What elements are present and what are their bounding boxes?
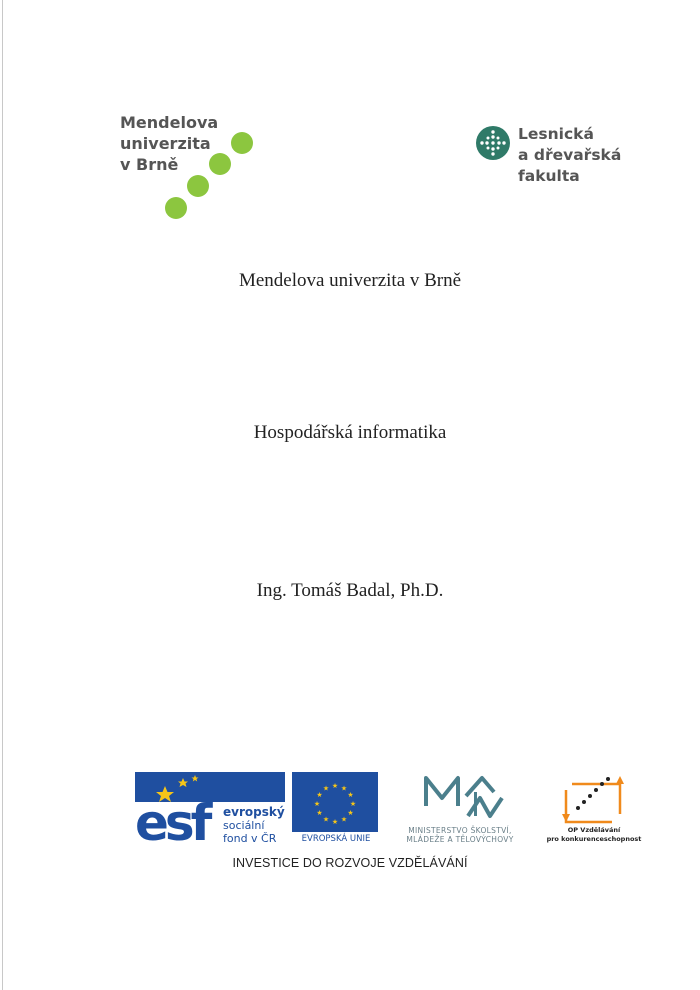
svg-text:★: ★ xyxy=(331,818,339,826)
faculty-logo-line-2: a dřevařská xyxy=(518,146,622,164)
faculty-emblem-icon xyxy=(476,126,510,160)
logo-dot xyxy=(165,197,187,219)
svg-text:★: ★ xyxy=(347,791,354,799)
mendel-logo-line-3: v Brně xyxy=(120,155,179,174)
svg-text:★: ★ xyxy=(316,791,323,799)
svg-text:★: ★ xyxy=(347,809,354,817)
logo-dot xyxy=(231,132,253,154)
document-title: Hospodářská informatika xyxy=(253,422,447,443)
mendel-university-logo xyxy=(120,112,270,224)
msmt-caption xyxy=(384,826,536,844)
faculty-logo xyxy=(476,124,636,196)
msmt-line-1: MINISTERSTVO ŠKOLSTVÍ, xyxy=(408,826,512,835)
svg-text:★: ★ xyxy=(340,784,348,793)
esf-line-3: fond v ČR xyxy=(223,832,277,844)
esf-logo xyxy=(135,772,285,844)
faculty-logo-line-3: fakulta xyxy=(518,167,580,185)
mendel-logo-line-1: Mendelova xyxy=(120,113,219,132)
page-edge xyxy=(2,0,3,990)
msmt-line-2: MLÁDEŽE A TĚLOVÝCHOVY xyxy=(406,835,514,844)
faculty-logo-line-1: Lesnická xyxy=(518,125,594,143)
footer-slogan: INVESTICE DO ROZVOJE VZDĚLÁVÁNÍ xyxy=(232,856,468,870)
esf-line-2: sociální xyxy=(223,819,265,832)
eu-flag-icon xyxy=(292,772,378,832)
svg-text:★: ★ xyxy=(340,815,348,824)
university-name: Mendelova univerzita v Brně xyxy=(238,270,462,291)
author-name: Ing. Tomáš Badal, Ph.D. xyxy=(256,580,444,601)
svg-text:★: ★ xyxy=(316,809,323,817)
eu-caption: EVROPSKÁ UNIE xyxy=(301,834,371,844)
op-line-2: pro konkurenceschopnost xyxy=(546,835,642,843)
esf-mark: esf xyxy=(135,794,209,844)
svg-text:★: ★ xyxy=(313,800,321,808)
svg-text:★: ★ xyxy=(349,800,357,808)
svg-text:★: ★ xyxy=(322,815,330,824)
svg-text:★: ★ xyxy=(322,784,330,793)
logo-dot xyxy=(187,175,209,197)
logo-dot xyxy=(209,153,231,175)
esf-line-1: evropský xyxy=(223,805,285,819)
op-caption xyxy=(538,826,650,844)
svg-text:★: ★ xyxy=(331,782,339,790)
op-line-1: OP Vzdělávání xyxy=(567,826,621,834)
mendel-logo-line-2: univerzita xyxy=(120,134,211,153)
